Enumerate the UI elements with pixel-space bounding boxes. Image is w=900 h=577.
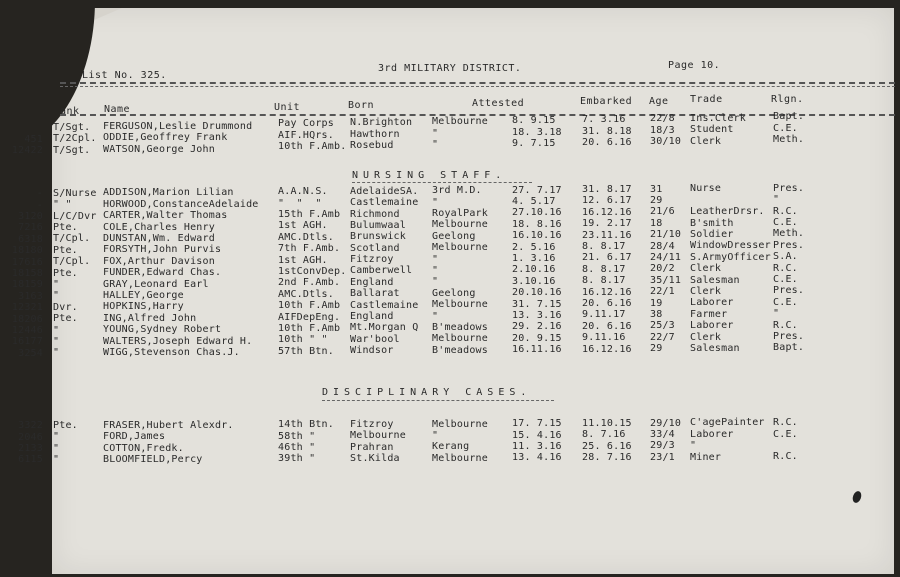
cell-trade: Student <box>690 124 734 135</box>
cell-place: " <box>432 429 439 441</box>
cell-unit: 10th " " <box>278 334 328 346</box>
cell-attested: 2. 5.16 <box>512 241 556 253</box>
cell-religion: C.E. <box>773 273 798 285</box>
cell-religion: " <box>773 194 780 206</box>
cell-name: FRASER,Hubert Alexdr. <box>103 419 234 431</box>
cell-name: FORD,James <box>103 431 166 443</box>
cell-attested: 20.10.16 <box>512 287 562 299</box>
cell-age: 21/10 <box>650 229 682 241</box>
cell-embarked: 23.11.16 <box>582 229 632 241</box>
cell-trade: Miner <box>690 451 722 463</box>
cell-number: 17616 <box>11 256 43 268</box>
cell-unit: AIF.HQrs. <box>278 129 334 141</box>
cell-born: Ballarat <box>350 288 400 300</box>
cell-trade: Nurse <box>690 183 722 195</box>
cell-trade: S.ArmyOfficer <box>690 251 771 263</box>
cell-age: 29/10 <box>650 417 682 429</box>
cell-religion: Meth. <box>773 228 805 240</box>
cell-number: - <box>36 188 43 200</box>
cell-unit: 1st AGH. <box>278 254 328 266</box>
page-number: Page 10. <box>668 60 721 71</box>
cell-born: Fitzroy <box>350 418 394 430</box>
cell-attested: 20. 9.15 <box>512 332 562 344</box>
cell-place: " <box>432 310 439 322</box>
cell-place: 3rd M.D. <box>432 185 482 197</box>
cell-attested: 31. 7.15 <box>512 298 562 310</box>
cell-religion: S.A. <box>773 251 798 263</box>
cell-attested: 8. 9.15 <box>512 115 556 126</box>
cell-number: 6115 <box>18 454 43 466</box>
cell-name: WALTERS,Joseph Edward H. <box>103 335 253 347</box>
cell-rank: " <box>53 278 60 290</box>
cell-attested: 9. 7.15 <box>512 138 556 149</box>
cell-embarked: 8. 8.17 <box>582 275 626 287</box>
cell-trade: Laborer <box>690 320 734 332</box>
cell-born: Prahran <box>350 441 394 453</box>
cell-embarked: 16.12.16 <box>582 206 632 218</box>
cell-attested: 16.11.16 <box>512 344 562 356</box>
cell-religion: Pres. <box>773 285 805 297</box>
col-age: Age <box>649 96 669 107</box>
cell-name: HORWOOD,ConstanceAdelaide <box>103 198 259 210</box>
cell-trade: B'smith <box>690 217 734 229</box>
cell-name: WATSON,George John <box>103 143 215 155</box>
cell-age: 21/6 <box>650 206 675 218</box>
cell-religion: C.E. <box>773 216 798 228</box>
cell-attested: 18. 3.18 <box>512 126 562 138</box>
cell-religion: Pres. <box>773 330 805 342</box>
cell-unit: " " " <box>278 197 322 209</box>
cell-attested: 11. 3.16 <box>512 441 562 452</box>
cell-religion: R.C. <box>773 262 798 274</box>
cell-age: 22/1 <box>650 286 675 298</box>
cell-number: 451 <box>24 133 43 145</box>
cell-unit: 10th F.Amb <box>278 300 341 312</box>
cell-age: 25/3 <box>650 320 675 332</box>
cell-place: " <box>432 253 439 265</box>
cell-religion: Pres. <box>773 182 805 194</box>
cell-name: FUNDER,Edward Chas. <box>103 267 222 279</box>
cell-embarked: 7. 3.16 <box>582 114 626 126</box>
cell-place: " <box>432 264 439 276</box>
cell-born: England <box>350 311 394 322</box>
cell-trade: C'agePainter <box>690 417 765 429</box>
cell-unit: Pay Corps <box>278 118 334 130</box>
cell-born: War'bool <box>350 333 400 345</box>
cell-number: 2133 <box>18 443 43 454</box>
cell-rank: Pte. <box>53 244 78 256</box>
cell-number: - <box>36 199 43 211</box>
cell-rank: " " <box>53 199 72 211</box>
cell-embarked: 8. 8.17 <box>582 263 626 275</box>
cell-born: Hawthorn <box>350 128 400 140</box>
cell-age: 18/3 <box>650 124 675 136</box>
cell-rank: " <box>53 290 60 302</box>
cell-embarked: 20. 6.16 <box>582 298 632 309</box>
cell-rank: " <box>53 454 60 466</box>
col-religion: Rlgn. <box>771 94 804 105</box>
cell-religion: C.E. <box>773 428 798 440</box>
cell-number: 12422 <box>11 145 43 157</box>
section-nursing-rule <box>352 182 532 183</box>
col-attested: Attested <box>472 98 525 109</box>
cell-embarked: 8. 8.17 <box>582 241 626 252</box>
cell-embarked: 20. 6.16 <box>582 137 632 149</box>
cell-age: 22/8 <box>650 113 675 125</box>
cell-unit: 14th Btn. <box>278 419 334 431</box>
cell-rank: T/Sgt. <box>53 121 91 133</box>
cell-religion: C.E. <box>773 296 798 308</box>
cell-unit: 1stConvDep. <box>278 266 347 277</box>
cell-number: 18159 <box>11 279 43 291</box>
cell-born: Rosebud <box>350 140 394 152</box>
cell-embarked: 16.12.16 <box>582 343 632 355</box>
cell-born: Castlemaine <box>350 299 419 311</box>
cell-rank: " <box>53 335 60 347</box>
col-embarked: Embarked <box>580 96 633 107</box>
cell-religion: Bapt. <box>773 342 805 354</box>
cell-place: " <box>432 276 439 288</box>
cell-place: B'meadows <box>432 344 488 356</box>
cell-religion: Pres. <box>773 239 805 251</box>
cell-age: 35/11 <box>650 274 682 286</box>
cell-rank: Pte. <box>53 267 78 279</box>
section-disciplinary-rule <box>322 400 554 401</box>
cell-embarked: 31. 8.17 <box>582 184 632 195</box>
cell-rank: T/Sgt. <box>53 144 91 156</box>
cell-place: " <box>432 139 439 151</box>
cell-trade: Laborer <box>690 428 734 440</box>
cell-place: Kerang <box>432 441 470 453</box>
cell-born: Fitzroy <box>350 254 394 266</box>
cell-number: 12321 <box>11 302 43 314</box>
cell-place: Melbourne <box>432 219 488 231</box>
cell-age: 31 <box>650 183 663 195</box>
cell-embarked: 25. 6.16 <box>582 440 632 452</box>
cell-embarked: 28. 7.16 <box>582 452 632 464</box>
cell-attested: 29. 2.16 <box>512 321 562 333</box>
cell-age: 30/10 <box>650 136 682 148</box>
cell-number: 18206 <box>11 313 43 325</box>
cell-rank: T/2Cpl. <box>53 133 97 144</box>
cell-trade: LeatherDrsr. <box>690 206 765 218</box>
cell-embarked: 9.11.16 <box>582 332 626 344</box>
cell-religion: Bapt. <box>773 111 805 123</box>
cell-trade: Soldier <box>690 228 734 240</box>
cell-trade: Clerk <box>690 135 722 147</box>
cell-unit: 39th " <box>278 453 316 465</box>
cell-number: 18158 <box>11 267 43 279</box>
cell-rank: T/Cpl. <box>53 233 91 245</box>
cell-number: 3120 <box>18 210 43 222</box>
cell-place: Geelong <box>432 230 476 242</box>
col-name: Name <box>104 104 131 115</box>
cell-place: Melbourne <box>432 452 488 464</box>
cell-name: FERGUSON,Leslie Drummond <box>103 120 253 132</box>
cell-age: 29 <box>650 343 663 355</box>
cell-embarked: 16.12.16 <box>582 286 632 298</box>
cell-name: YOUNG,Sydney Robert <box>103 324 222 336</box>
cell-attested: 4. 5.17 <box>512 195 556 207</box>
cell-trade: Ins.Clerk <box>690 112 746 124</box>
cell-attested: 27. 7.17 <box>512 184 562 196</box>
cell-born: Windsor <box>350 345 394 357</box>
cell-age: 20/2 <box>650 263 675 275</box>
cell-place: " <box>432 127 439 139</box>
cell-unit: 10th F.Amb <box>278 323 341 334</box>
cell-name: ADDISON,Marion Lilian <box>103 187 234 199</box>
cell-unit: AMC.Dtls. <box>278 231 334 243</box>
cell-attested: 18. 8.16 <box>512 218 562 230</box>
cell-unit: 58th " <box>278 430 316 442</box>
cell-religion: Meth. <box>773 134 805 146</box>
cell-place: Melbourne <box>432 418 488 430</box>
col-rank: ank <box>60 106 80 117</box>
cell-embarked: 12. 6.17 <box>582 195 632 207</box>
cell-born: AdelaideSA. <box>350 185 419 197</box>
cell-place: Melbourne <box>432 116 488 128</box>
cell-age: 38 <box>650 308 663 320</box>
cell-unit: 2nd F.Amb. <box>278 277 341 289</box>
list-number: List No. 325. <box>82 70 167 81</box>
cell-age: 29/3 <box>650 440 675 452</box>
cell-number: 7216 <box>18 222 43 234</box>
cell-attested: 27.10.16 <box>512 207 562 219</box>
district-title: 3rd MILITARY DISTRICT. <box>378 63 522 74</box>
cell-embarked: 21. 6.17 <box>582 252 632 264</box>
cell-age: 24/11 <box>650 252 682 263</box>
cell-religion: R.C. <box>773 319 798 331</box>
cell-rank: " <box>53 347 60 359</box>
cell-trade: Clerk <box>690 331 722 343</box>
cell-name: CARTER,Walter Thomas <box>103 210 228 222</box>
cell-number: 16177 <box>11 336 43 348</box>
cell-rank: Dvr. <box>53 301 78 313</box>
cell-place: RoyalPark <box>432 207 488 219</box>
cell-embarked: 11.10.15 <box>582 417 632 429</box>
cell-religion: " <box>773 308 780 320</box>
cell-age: 19 <box>650 297 663 309</box>
cell-name: HOPKINS,Harry <box>103 301 184 313</box>
cell-number: 6318 <box>18 233 43 245</box>
cell-attested: 1. 3.16 <box>512 252 556 264</box>
cell-name: FOX,Arthur Davison <box>103 255 215 267</box>
cell-number: 3254 <box>18 347 43 359</box>
section-disciplinary-title: DISCIPLINARY CASES. <box>322 387 532 398</box>
cell-place: Melbourne <box>432 242 488 254</box>
cell-rank: Pte. <box>53 420 78 431</box>
cell-trade: WindowDresser <box>690 240 771 252</box>
cell-trade: Farmer <box>690 308 728 320</box>
cell-rank: S/Nurse <box>53 187 97 199</box>
cell-place: " <box>432 196 439 208</box>
cell-number: 18180 <box>11 245 43 257</box>
cell-rank: T/Cpl. <box>53 256 91 268</box>
cell-born: Brunswick <box>350 231 406 243</box>
cell-embarked: 9.11.17 <box>582 309 626 321</box>
section-nursing-title: NURSING STAFF. <box>352 170 507 181</box>
cell-age: 33/4 <box>650 429 675 440</box>
cell-unit: AIFDepEng. <box>278 311 341 323</box>
cell-name: FORSYTH,John Purvis <box>103 244 222 256</box>
cell-name: DUNSTAN,Wm. Edward <box>103 233 215 244</box>
cell-number: 3322 <box>18 420 43 432</box>
cell-attested: 13. 4.16 <box>512 452 562 464</box>
col-born: Born <box>348 100 375 111</box>
cell-place: Melbourne <box>432 333 488 345</box>
cell-name: WIGG,Stevenson Chas.J. <box>103 347 240 358</box>
cell-attested: 15. 4.16 <box>512 429 562 441</box>
cell-trade: Laborer <box>690 297 734 309</box>
cell-born: St.Kilda <box>350 453 400 464</box>
cell-rank: Pte. <box>53 221 78 233</box>
cell-unit: A.A.N.S. <box>278 186 328 198</box>
cell-age: 22/7 <box>650 331 675 343</box>
cell-place: Melbourne <box>432 299 488 311</box>
cell-trade: Salesman <box>690 342 740 354</box>
cell-religion: C.E. <box>773 122 798 134</box>
cell-rank: L/C/Dvr <box>53 210 97 222</box>
cell-religion: R.C. <box>773 205 798 217</box>
cell-embarked: 19. 2.17 <box>582 218 632 230</box>
cell-religion: R.C. <box>773 451 798 463</box>
cell-trade: Clerk <box>690 285 722 297</box>
cell-number: 2046 <box>18 431 43 443</box>
cell-attested: 13. 3.16 <box>512 309 562 321</box>
cell-attested: 17. 7.15 <box>512 418 562 430</box>
cell-rank: " <box>53 442 60 454</box>
cell-place: B'meadows <box>432 321 488 333</box>
cell-trade: Clerk <box>690 263 722 275</box>
cell-name: BLOOMFIELD,Percy <box>103 454 203 465</box>
cell-age: 23/1 <box>650 451 675 463</box>
cell-name: GRAY,Leonard Earl <box>103 278 209 290</box>
cell-rank: Pte. <box>53 313 78 325</box>
cell-name: HALLEY,George <box>103 290 184 301</box>
cell-rank: " <box>53 324 60 336</box>
cell-born: N.Brighton <box>350 117 413 129</box>
cell-name: COLE,Charles Henry <box>103 221 215 233</box>
cell-born: Melbourne <box>350 430 406 442</box>
cell-trade: Salesman <box>690 274 740 286</box>
cell-born: Mt.Morgan Q <box>350 322 419 334</box>
cell-religion: R.C. <box>773 417 798 429</box>
header-rule-top2 <box>60 86 895 87</box>
cell-born: Scotland <box>350 242 400 254</box>
cell-born: Bulumwaal <box>350 219 406 231</box>
cell-unit: 7th F.Amb. <box>278 243 341 255</box>
cell-attested: 3.10.16 <box>512 275 556 287</box>
cell-unit: AMC.Dtls. <box>278 288 334 300</box>
cell-name: ODDIE,Geoffrey Frank <box>103 132 228 144</box>
cell-trade: " <box>690 440 697 452</box>
cell-unit: 57th Btn. <box>278 345 334 357</box>
cell-place: Geelong <box>432 287 476 299</box>
cell-born: Richmond <box>350 208 400 220</box>
cell-age: 28/4 <box>650 240 675 252</box>
cell-embarked: 31. 8.18 <box>582 125 632 137</box>
cell-age: 18 <box>650 217 663 229</box>
cell-embarked: 20. 6.16 <box>582 320 632 332</box>
cell-unit: 10th F.Amb. <box>278 141 347 153</box>
cell-unit: 46th " <box>278 441 316 453</box>
cell-age: 29 <box>650 195 663 206</box>
cell-name: COTTON,Fredk. <box>103 442 184 454</box>
cell-born: Castlemaine <box>350 197 419 209</box>
cell-attested: 2.10.16 <box>512 264 556 276</box>
cell-attested: 16.10.16 <box>512 230 562 242</box>
col-trade: Trade <box>690 94 723 105</box>
header-rule-top <box>60 82 895 84</box>
cell-number: 12446 <box>11 324 43 336</box>
cell-unit: 15th F.Amb <box>278 209 341 220</box>
cell-number: 3163 <box>18 290 43 302</box>
col-unit: Unit <box>274 102 301 113</box>
cell-name: ING,Alfred John <box>103 312 197 324</box>
cell-born: England <box>350 276 394 288</box>
cell-born: Camberwell <box>350 265 413 277</box>
cell-embarked: 8. 7.16 <box>582 429 626 441</box>
cell-unit: 1st AGH. <box>278 220 328 232</box>
cell-rank: " <box>53 431 60 443</box>
